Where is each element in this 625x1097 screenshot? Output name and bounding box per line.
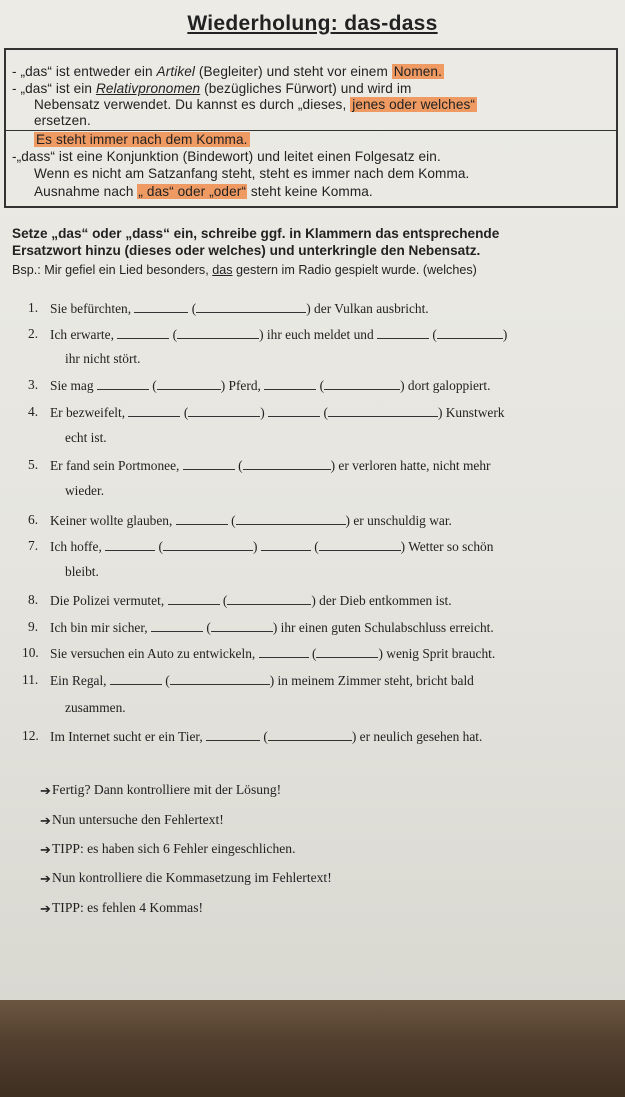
answer-blank[interactable] [206,728,260,741]
answer-blank[interactable] [110,672,162,685]
example-sentence: Bsp.: Mir gefiel ein Lied besonders, das gestern im Radio gespielt wurde. (welches) [12,263,477,277]
exercise-number: 7. [28,538,39,553]
answer-blank[interactable] [128,404,180,417]
exercise-number: 1. [28,300,39,315]
answer-blank[interactable] [264,377,316,390]
exercise-11-continued: zusammen. [65,700,126,715]
replacement-blank[interactable] [316,645,378,658]
exercise-7: Ich hoffe, ( ) ( ) Wetter so schön [50,539,494,554]
exercise-12: Im Internet sucht er ein Tier, ( ) er neulich gesehen hat. [50,729,483,744]
rules-divider [6,130,616,131]
answer-blank[interactable] [168,592,220,605]
rule-exception: Ausnahme nach „ das“ oder „oder“ steht keine Komma. [34,184,373,199]
rule-article: - „das“ ist entweder ein Artikel (Begleiter) und steht vor einem Nomen. [12,64,442,79]
answer-blank[interactable] [134,300,188,313]
exercise-number: 6. [28,512,39,527]
answer-blank[interactable] [261,538,311,551]
replacement-blank[interactable] [211,619,273,632]
answer-blank[interactable] [259,645,309,658]
exercise-number: 8. [28,592,39,607]
arrow-right-icon: ➔ [40,901,51,916]
exercise-number: 11. [22,672,39,687]
exercise-number: 12. [22,728,39,743]
arrow-right-icon: ➔ [40,871,51,886]
replacement-blank[interactable] [328,404,438,417]
answer-blank[interactable] [176,512,228,525]
replacement-blank[interactable] [170,672,270,685]
answer-blank[interactable] [151,619,203,632]
replacement-blank[interactable] [177,326,259,339]
instruction-line-2: Ersatzwort hinzu (dieses oder welches) und unterkringle den Nebensatz. [12,243,481,258]
exercise-5-continued: wieder. [65,483,105,498]
exercise-number: 10. [22,645,39,660]
replacement-blank[interactable] [324,377,400,390]
arrow-right-icon: ➔ [40,783,51,798]
replacement-blank[interactable] [243,457,331,470]
arrow-right-icon: ➔ [40,842,51,857]
rule-conjunction: -„dass“ ist eine Konjunktion (Bindewort) und leitet einen Folgesatz ein. [12,149,441,164]
exercise-4: Er bezweifelt, ( ) ( ) Kunstwerk [50,405,505,420]
exercise-10: Sie versuchen ein Auto zu entwickeln, ( ) wenig Sprit braucht. [50,646,496,661]
footer-line: TIPP: es fehlen 4 Kommas! [52,900,204,915]
answer-blank[interactable] [183,457,235,470]
exercise-3: Sie mag ( ) Pferd, ( ) dort galoppiert. [50,378,491,393]
exercise-11: Ein Regal, ( ) in meinem Zimmer steht, bricht bald [50,673,474,688]
rule-replace: Nebensatz verwendet. Du kannst es durch „dieses, jenes oder welches“ [34,97,476,112]
replacement-blank[interactable] [268,728,352,741]
replacement-blank[interactable] [227,592,311,605]
exercise-4-continued: echt ist. [65,430,107,445]
replacement-blank[interactable] [236,512,346,525]
desk-surface [0,1000,625,1097]
rule-comma: Es steht immer nach dem Komma. [36,132,248,147]
instruction-line-1: Setze „das“ oder „dass“ ein, schreibe ggf. in Klammern das entsprechende [12,226,500,241]
exercise-number: 3. [28,377,39,392]
rules-box [4,48,618,208]
answer-blank[interactable] [377,326,429,339]
exercise-6: Keiner wollte glauben, ( ) er unschuldig war. [50,513,452,528]
exercise-number: 5. [28,457,39,472]
exercise-2-continued: ihr nicht stört. [65,351,141,366]
exercise-8: Die Polizei vermutet, ( ) der Dieb entkommen ist. [50,593,452,608]
replacement-blank[interactable] [196,300,306,313]
answer-blank[interactable] [105,538,155,551]
footer-line: Nun kontrolliere die Kommasetzung im Fehlertext! [52,870,332,885]
replacement-blank[interactable] [163,538,253,551]
exercise-2: Ich erwarte, ( ) ihr euch meldet und ( ) [50,327,508,342]
rule-relative-pronoun: - „das“ ist ein Relativpronomen (bezügliches Fürwort) und wird im [12,81,412,96]
replacement-blank[interactable] [157,377,221,390]
answer-blank[interactable] [97,377,149,390]
exercise-number: 2. [28,326,39,341]
exercise-1: Sie befürchten, ( ) der Vulkan ausbricht. [50,301,429,316]
exercise-number: 4. [28,404,39,419]
exercise-5: Er fand sein Portmonee, ( ) er verloren hatte, nicht mehr [50,458,491,473]
footer-line: Fertig? Dann kontrolliere mit der Lösung! [52,782,282,797]
replacement-blank[interactable] [188,404,260,417]
answer-blank[interactable] [268,404,320,417]
answer-blank[interactable] [117,326,169,339]
replacement-blank[interactable] [437,326,503,339]
exercise-7-continued: bleibt. [65,564,99,579]
exercise-number: 9. [28,619,39,634]
page-title: Wiederholung: das-dass [187,12,438,35]
exercise-9: Ich bin mir sicher, ( ) ihr einen guten Schulabschluss erreicht. [50,620,494,635]
footer-line: Nun untersuche den Fehlertext! [52,812,224,827]
footer-line: TIPP: es haben sich 6 Fehler eingeschlichen. [52,841,296,856]
arrow-right-icon: ➔ [40,813,51,828]
rule-conjunction-position: Wenn es nicht am Satzanfang steht, steht es immer nach dem Komma. [34,166,470,181]
rule-replace-end: ersetzen. [34,113,91,128]
replacement-blank[interactable] [319,538,401,551]
